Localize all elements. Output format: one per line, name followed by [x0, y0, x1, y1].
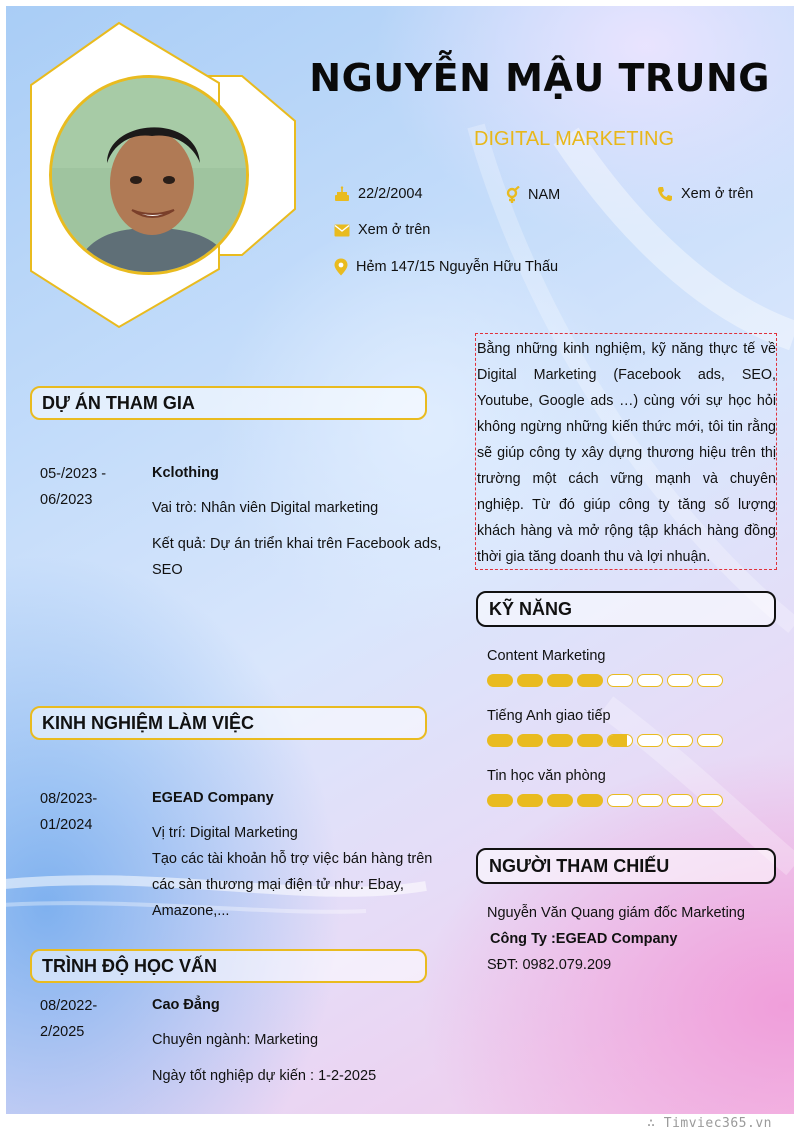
- address-value: Hẻm 147/15 Nguyễn Hữu Thấu: [356, 259, 559, 275]
- experience-desc-line-2: các sàn thương mại điện tử như: Ebay,: [152, 877, 404, 893]
- skill-segment: [577, 734, 603, 747]
- reference-phone: SĐT: 0982.079.209: [487, 957, 612, 973]
- skill-segment: [697, 674, 723, 687]
- education-school: Cao Đẳng: [152, 997, 220, 1013]
- avatar-frame: [29, 21, 299, 331]
- project-name: Kclothing: [152, 465, 219, 481]
- education-major: Chuyên ngành: Marketing: [152, 1032, 319, 1048]
- skill-segment: [607, 674, 633, 687]
- education-heading: TRÌNH ĐỘ HỌC VẤN: [30, 949, 427, 983]
- birthday-info: [334, 186, 423, 202]
- avatar[interactable]: [49, 75, 249, 275]
- skill-segment: [667, 674, 693, 687]
- skills-heading: KỸ NĂNG: [476, 591, 776, 627]
- project-date-end: 06/2023: [40, 492, 93, 508]
- skill-rating-bar: [487, 794, 723, 807]
- gender-icon: [506, 186, 520, 204]
- phone-value: Xem ở trên: [681, 186, 754, 202]
- project-result-line-2: SEO: [152, 562, 183, 578]
- email-info: [334, 222, 430, 238]
- skill-name: Tiếng Anh giao tiếp: [487, 708, 611, 724]
- watermark: ∴ Timviec365.vn: [647, 1116, 772, 1131]
- mail-icon: [334, 224, 350, 237]
- reference-person: Nguyễn Văn Quang giám đốc Marketing: [487, 905, 745, 921]
- project-result-line-1: Kết quả: Dự án triển khai trên Facebook ads,: [152, 536, 442, 552]
- projects-heading: DỰ ÁN THAM GIA: [30, 386, 427, 420]
- skill-segment: [607, 794, 633, 807]
- candidate-name: NGUYỄN MẬU TRUNG: [309, 56, 770, 100]
- skill-segment: [547, 734, 573, 747]
- cake-icon: [334, 186, 350, 202]
- phone-info: [657, 186, 753, 202]
- skill-segment: [487, 794, 513, 807]
- address-info: [334, 258, 558, 276]
- email-value: Xem ở trên: [358, 222, 431, 238]
- skill-segment: [517, 734, 543, 747]
- career-objective: Bằng những kinh nghiệm, kỹ năng thực tế về Digital Marketing (Facebook ads, SEO, Youtube, Google ads …) cùng với sự học hỏi không ngừng những kiến thức mới, tôi tin rằng sẽ giúp công ty xây dựng thương hiệu trên thị trường một cách vững mạnh và chuyên nghiệp. Từ đó giúp công ty tăng số lượng khách hàng và mở rộng tập khách hàng đồng thời gia tăng doanh thu và lợi nhuận.: [475, 333, 777, 570]
- references-heading: NGƯỜI THAM CHIẾU: [476, 848, 776, 884]
- project-date-start: 05-/2023 -: [40, 466, 107, 482]
- skill-segment: [667, 794, 693, 807]
- experience-desc-line-3: Amazone,...: [152, 903, 230, 919]
- gender-value: NAM: [528, 187, 561, 203]
- education-graduation: Ngày tốt nghiệp dự kiến : 1-2-2025: [152, 1068, 377, 1084]
- education-date-end: 2/2025: [40, 1024, 85, 1040]
- location-pin-icon: [334, 258, 348, 276]
- skill-rating-bar: [487, 674, 723, 687]
- skill-segment: [517, 674, 543, 687]
- skill-segment: [637, 734, 663, 747]
- gender-info: [506, 186, 560, 204]
- skill-segment: [697, 794, 723, 807]
- skill-segment: [487, 674, 513, 687]
- skill-name: Content Marketing: [487, 648, 606, 664]
- experience-company: EGEAD Company: [152, 790, 274, 806]
- portrait-icon: [52, 78, 249, 275]
- experience-desc-line-1: Tạo các tài khoản hỗ trợ việc bán hàng trên: [152, 851, 433, 867]
- skill-rating-bar: [487, 734, 723, 747]
- skill-segment: [547, 674, 573, 687]
- birthday-value: 22/2/2004: [358, 186, 423, 202]
- experience-heading: KINH NGHIỆM LÀM VIỆC: [30, 706, 427, 740]
- skill-segment: [667, 734, 693, 747]
- skill-segment: [547, 794, 573, 807]
- experience-date-start: 08/2023-: [40, 791, 98, 807]
- skill-segment: [487, 734, 513, 747]
- skill-segment: [637, 674, 663, 687]
- reference-company: Công Ty :EGEAD Company: [490, 931, 678, 947]
- experience-position: Vị trí: Digital Marketing: [152, 825, 298, 841]
- skill-segment: [577, 794, 603, 807]
- education-date-start: 08/2022-: [40, 998, 98, 1014]
- project-role: Vai trò: Nhân viên Digital marketing: [152, 500, 379, 516]
- phone-icon: [657, 186, 673, 202]
- skill-segment: [607, 734, 633, 747]
- skill-segment: [637, 794, 663, 807]
- skill-segment: [517, 794, 543, 807]
- skill-segment: [697, 734, 723, 747]
- experience-date-end: 01/2024: [40, 817, 93, 833]
- candidate-position: DIGITAL MARKETING: [474, 128, 675, 150]
- cv-page: [6, 6, 794, 1114]
- skill-segment: [577, 674, 603, 687]
- skill-name: Tin học văn phòng: [487, 768, 606, 784]
